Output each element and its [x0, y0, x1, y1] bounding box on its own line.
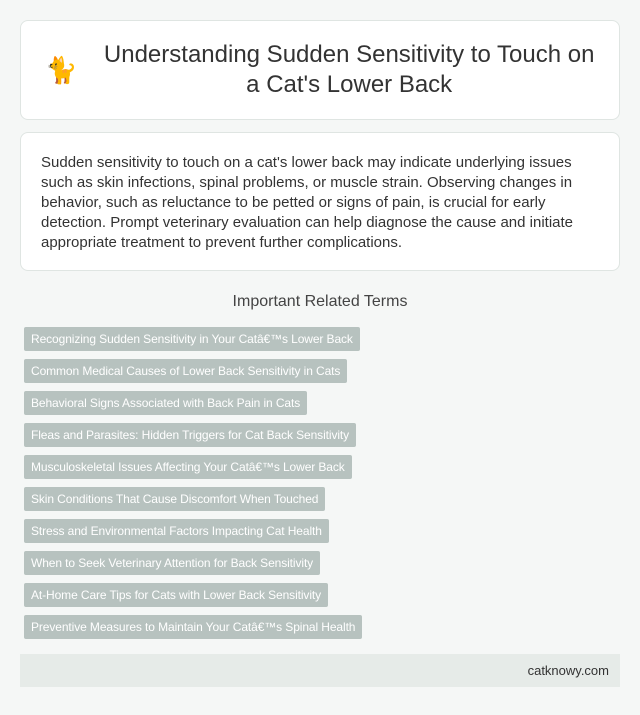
related-terms-heading: Important Related Terms [232, 293, 408, 310]
related-term-tag[interactable]: Skin Conditions That Cause Discomfort When Touched [24, 487, 325, 511]
related-term-tag[interactable]: Common Medical Causes of Lower Back Sensitivity in Cats [24, 359, 347, 383]
related-term-tag[interactable]: When to Seek Veterinary Attention for Back Sensitivity [24, 551, 320, 575]
summary-text: Sudden sensitivity to touch on a cat's lower back may indicate underlying issues such as skin infections, spinal problems, or muscle strain. Observing changes in behavior, such as reluctance to be petted or signs of pain, is crucial for early detection. Prompt veterinary evaluation can help diagnose the cause and initiate appropriate treatment to prevent further complications. [41, 154, 574, 251]
related-term-tag[interactable]: Stress and Environmental Factors Impacting Cat Health [24, 519, 329, 543]
related-term-tag[interactable]: Preventive Measures to Maintain Your Catâ€™s Spinal Health [24, 615, 362, 639]
related-term-tag[interactable]: Recognizing Sudden Sensitivity in Your Catâ€™s Lower Back [24, 327, 360, 351]
footer-site-name[interactable]: catknowy.com [527, 663, 609, 678]
cat-icon: 🐈 [45, 55, 78, 85]
related-term-tag[interactable]: Fleas and Parasites: Hidden Triggers for Cat Back Sensitivity [24, 423, 356, 447]
related-term-tag[interactable]: Behavioral Signs Associated with Back Pain in Cats [24, 391, 307, 415]
summary-card [20, 132, 620, 271]
title-card [20, 20, 620, 120]
related-term-tag[interactable]: Musculoskeletal Issues Affecting Your Catâ€™s Lower Back [24, 455, 352, 479]
page-title: Understanding Sudden Sensitivity to Touch on a Cat's Lower Back [103, 41, 595, 98]
related-terms-list [20, 327, 620, 647]
footer [20, 654, 620, 687]
related-term-tag[interactable]: At-Home Care Tips for Cats with Lower Back Sensitivity [24, 583, 328, 607]
